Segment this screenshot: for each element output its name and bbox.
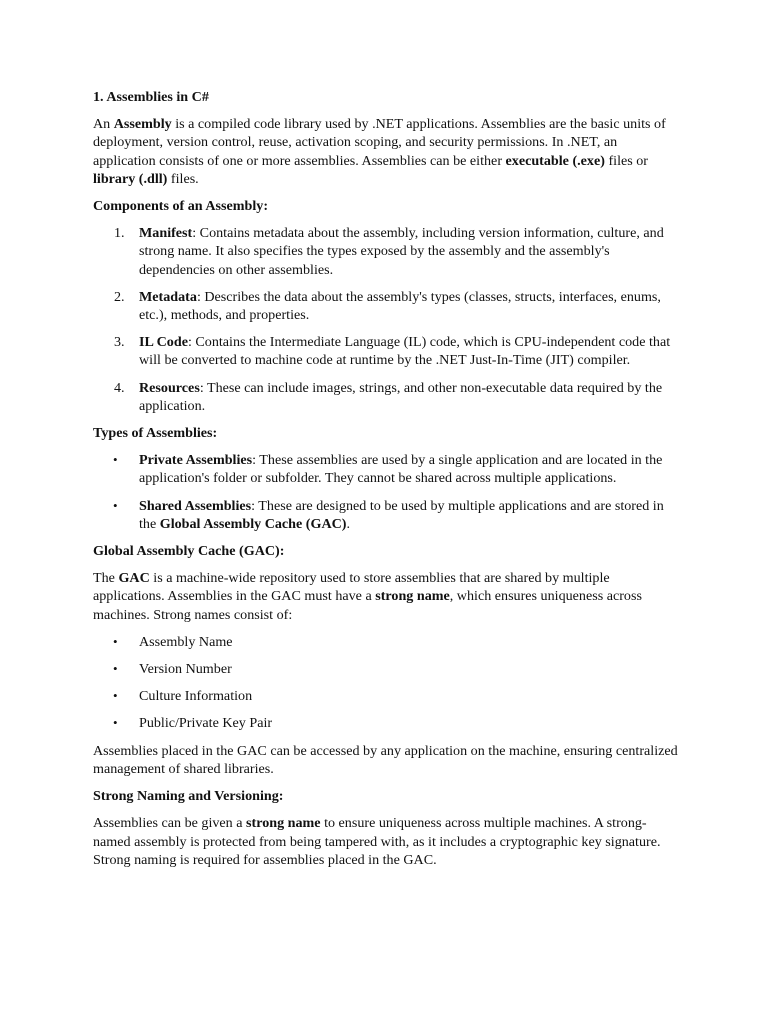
list-text: Culture Information — [139, 688, 253, 705]
list-text: Public/Private Key Pair — [139, 715, 273, 732]
list-text: : Contains metadata about the assembly, including version information, culture, and strong name. It also specifies the types exposed by the assembly and the assembly's dependencies on other assemblies. — [139, 225, 664, 278]
gac-text-2: is a machine-wide repository used to store assemblies that are shared by multiple applications. Assemblies in the GAC must have a — [93, 570, 610, 605]
list-item — [93, 379, 683, 415]
intro-bold-assembly: Assembly — [113, 116, 172, 133]
gac-bold-gac: GAC — [118, 570, 150, 587]
intro-text-1: An — [93, 116, 114, 133]
strong-bold-strong-name: strong name — [246, 815, 321, 832]
types-list — [93, 451, 683, 533]
list-number: 2. — [114, 288, 125, 305]
gac-text-3: , which ensures uniqueness across machines. Strong names consist of: — [93, 588, 642, 623]
list-term: Manifest — [139, 225, 193, 242]
gac-closing-paragraph: Assemblies placed in the GAC can be accessed by any application on the machine, ensuring centralized management of shared libraries. — [93, 742, 678, 777]
list-item — [93, 333, 683, 369]
components-list — [93, 224, 683, 415]
list-item — [93, 687, 683, 705]
strong-text-1: Assemblies can be given a — [93, 815, 247, 832]
intro-text-2: is a compiled code library used by .NET applications. Assemblies are the basic units of deployment, version control, reuse, activation scoping, and security permissions. In .NET, an application consists of one or more assemblies. Assemblies can be either — [93, 116, 666, 169]
intro-text-4: files. — [167, 170, 199, 187]
bullet-icon: • — [113, 688, 118, 704]
list-term: Resources — [139, 379, 200, 396]
gac-paragraph — [93, 569, 683, 624]
list-item — [93, 660, 683, 678]
list-bold-gac: Global Assembly Cache (GAC) — [159, 515, 347, 532]
list-text: Version Number — [139, 661, 232, 678]
list-item — [93, 497, 683, 533]
list-text: : Contains the Intermediate Language (IL) code, which is CPU-independent code that will be converted to machine code at runtime by the .NET Just-In-Time (JIT) compiler. — [139, 334, 671, 369]
list-text: Assembly Name — [139, 633, 233, 650]
gac-heading: Global Assembly Cache (GAC): — [93, 543, 285, 560]
list-term: IL Code — [139, 334, 188, 351]
intro-text-3: files or — [604, 152, 648, 169]
bullet-icon: • — [113, 633, 118, 649]
list-text: : These are designed to be used by multiple applications and are stored in the — [139, 497, 664, 532]
list-number: 3. — [114, 334, 125, 351]
list-term: Shared Assemblies — [139, 497, 252, 514]
list-text: : Describes the data about the assembly's types (classes, structs, interfaces, enums, etc.), methods, and properties. — [139, 288, 661, 324]
bullet-icon: • — [113, 715, 118, 731]
list-text: : These can include images, strings, and other non-executable data required by the application. — [139, 379, 663, 414]
list-term: Metadata — [139, 288, 197, 305]
document-content — [93, 85, 683, 869]
intro-bold-library: library (.dll) — [93, 170, 168, 187]
section-title: 1. Assemblies in C# — [93, 89, 209, 105]
list-item — [93, 224, 683, 279]
bullet-icon: • — [113, 497, 118, 513]
list-number: 1. — [114, 225, 125, 242]
strong-naming-heading: Strong Naming and Versioning: — [93, 788, 284, 805]
list-item — [93, 714, 683, 732]
components-heading: Components of an Assembly: — [93, 198, 269, 215]
gac-text-1: The — [93, 570, 119, 587]
list-number: 4. — [114, 379, 125, 396]
gac-bold-strong-name: strong name — [375, 588, 450, 605]
list-item — [93, 451, 683, 487]
list-item — [93, 633, 683, 651]
bullet-icon: • — [113, 661, 118, 677]
intro-bold-executable: executable (.exe) — [505, 152, 605, 169]
strong-name-parts-list — [93, 633, 683, 733]
strong-text-2: to ensure uniqueness across multiple machines. A strong-named assembly is protected from being tampered with, as it includes a cryptographic key signature. Strong naming is required for assemblies placed in the GAC. — [93, 815, 661, 868]
strong-naming-paragraph — [93, 814, 683, 869]
list-item — [93, 288, 683, 324]
bullet-icon: • — [113, 452, 118, 468]
list-text: : These assemblies are used by a single application and are located in the application's folder or subfolder. They cannot be shared across multiple applications. — [139, 452, 663, 487]
types-heading: Types of Assemblies: — [93, 425, 218, 442]
intro-paragraph — [93, 115, 683, 188]
list-term: Private Assemblies — [139, 452, 253, 469]
list-text-end: . — [346, 515, 351, 532]
